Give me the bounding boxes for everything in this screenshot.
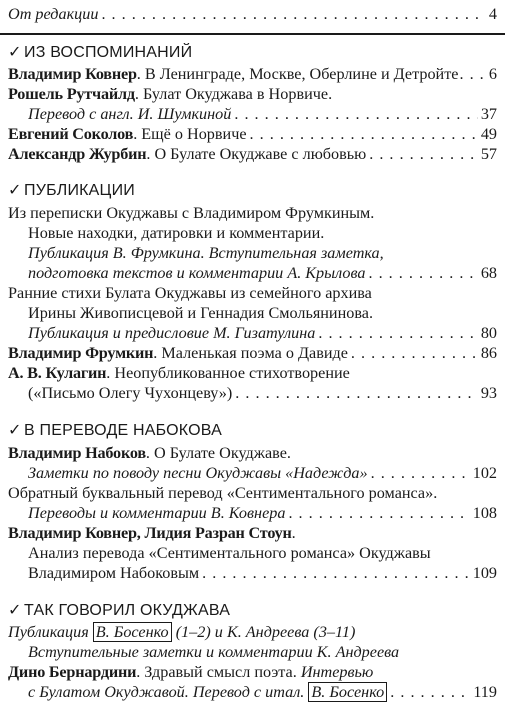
entry-title: . Здравый смысл поэта. xyxy=(136,663,301,681)
page-number: 37 xyxy=(480,105,497,123)
boxed-name: В. Босенко xyxy=(308,682,387,702)
page-number: 108 xyxy=(472,504,497,522)
dot-leader xyxy=(371,463,470,484)
page-number: 80 xyxy=(480,324,497,342)
dot-leader xyxy=(459,64,487,85)
entry-note: Переводы и комментарии В. Ковнера . . . 108 xyxy=(28,503,497,524)
toc-entry[interactable]: Дино Бернардини. Здравый смысл поэта. Интервью xyxy=(8,663,374,681)
toc-entry-note xyxy=(28,104,497,125)
dot-leader xyxy=(235,383,478,404)
author: Владимир Фрумкин xyxy=(8,344,154,362)
entry-subtitle: Ирины Живописцевой и Геннадия Смольянинова. xyxy=(28,304,374,322)
section-title: В ПЕРЕВОДЕ НАБОКОВА xyxy=(24,422,223,439)
author: Александр Журбин xyxy=(8,145,147,163)
toc-entry[interactable] xyxy=(8,84,497,105)
page-number: 119 xyxy=(473,683,497,701)
author: Владимир Ковнер xyxy=(8,65,137,83)
section-heading-memoirs xyxy=(8,43,497,64)
entry-note: Заметки по поводу песни Окуджавы «Надежда» . . . 102 xyxy=(28,463,497,484)
publication-note: подготовка текстов и комментарии А. Крылова . . . 68 xyxy=(28,263,497,284)
page-number: 6 xyxy=(488,65,497,83)
dot-leader xyxy=(234,104,477,125)
section-title: ТАК ГОВОРИЛ ОКУДЖАВА xyxy=(24,602,231,619)
toc-entry[interactable] xyxy=(8,203,497,224)
entry-title: От редакции xyxy=(8,5,99,23)
page-number: 109 xyxy=(472,564,497,582)
section-heading-publications xyxy=(8,181,497,202)
boxed-name: В. Босенко xyxy=(93,622,172,642)
dot-leader xyxy=(351,343,478,364)
section-heading-nabokov xyxy=(8,421,497,442)
author: Рошель Рутчайлд xyxy=(8,85,135,103)
dot-leader xyxy=(318,323,477,344)
toc-entry[interactable] xyxy=(8,283,497,304)
author: А. В. Кулагин xyxy=(8,364,107,382)
author: Дино Бернардини xyxy=(8,663,137,681)
entry-title: Из переписки Окуджавы с Владимиром Фрумкиным. xyxy=(8,204,375,222)
page-number: 102 xyxy=(472,464,497,482)
publication-note: Публикация В. Босенко (1–2) и К. Андреева (3–11) xyxy=(8,623,356,641)
entry-title: Ранние стихи Булата Окуджавы из семейного архива xyxy=(8,284,372,302)
page-number: 57 xyxy=(480,145,497,163)
dot-leader xyxy=(101,4,485,25)
toc-entry[interactable] xyxy=(8,523,497,544)
page-number: 4 xyxy=(488,5,497,23)
check-icon: ✓ xyxy=(8,602,22,619)
author: Евгений Соколов xyxy=(8,125,134,143)
dot-leader xyxy=(250,124,478,145)
toc-entry[interactable] xyxy=(8,343,497,364)
entry-title: . В Ленинграде, Москве, Оберлине и Детройте xyxy=(136,65,459,83)
publication-note: Публикация и предисловие М. Гизатулина . . . 80 xyxy=(28,323,497,344)
divider xyxy=(0,33,505,35)
entry-title: . Неопубликованное стихотворение xyxy=(106,364,350,382)
check-icon: ✓ xyxy=(8,182,22,199)
entry-subtitle: Владимиром Набоковым . . . 109 xyxy=(28,563,497,584)
dot-leader xyxy=(288,503,469,524)
entry-title: . Ещё о Норвиче xyxy=(133,125,247,143)
toc-entry[interactable] xyxy=(8,443,497,464)
author: Владимир Набоков xyxy=(8,444,146,462)
toc-entry[interactable] xyxy=(8,144,497,165)
entry-subtitle: Новые находки, датировки и комментарии. xyxy=(28,224,325,242)
toc-entry-editorial[interactable] xyxy=(8,4,497,25)
publication-note: Вступительные заметки и комментарии К. Андреева xyxy=(28,643,400,661)
entry-note: с Булатом Окуджавой. Перевод с итал. В. Босенко . . . 119 xyxy=(28,682,497,703)
entry-title: Обратный буквальный перевод «Сентиментального романса». xyxy=(8,484,438,502)
section-title: ИЗ ВОСПОМИНАНИЙ xyxy=(24,44,193,61)
toc-entry[interactable] xyxy=(8,363,497,384)
page-number: 49 xyxy=(480,125,497,143)
toc-entry[interactable] xyxy=(8,124,497,145)
page-number: 68 xyxy=(480,264,497,282)
author: Владимир Ковнер, Лидия Разран Стоун xyxy=(8,524,292,542)
section-title: ПУБЛИКАЦИИ xyxy=(24,182,135,199)
entry-subtitle: («Письмо Олегу Чухонцеву») . . . 93 xyxy=(28,383,497,404)
entry-title: . Маленькая поэма о Давиде xyxy=(153,344,348,362)
check-icon: ✓ xyxy=(8,44,22,61)
section-heading-okudzhava-said xyxy=(8,601,497,622)
entry-subtitle: Анализ перевода «Сентиментального романса» Окуджавы xyxy=(28,544,431,562)
dot-leader xyxy=(368,263,477,284)
check-icon: ✓ xyxy=(8,422,22,439)
page-number: 86 xyxy=(480,344,497,362)
dot-leader xyxy=(202,563,470,584)
dot-leader xyxy=(369,144,478,165)
publication-note: Публикация В. Фрумкина. Вступительная заметка, xyxy=(28,244,384,262)
toc-entry[interactable] xyxy=(8,483,497,504)
entry-title: . О Булате Окуджаве с любовью xyxy=(146,145,367,163)
toc-entry[interactable] xyxy=(8,64,497,85)
page-number: 93 xyxy=(480,384,497,402)
translator-note: Перевод с англ. И. Шумкиной xyxy=(28,105,232,123)
entry-title: . Булат Окуджава в Норвиче. xyxy=(134,85,333,103)
entry-title: . О Булате Окуджаве. xyxy=(145,444,291,462)
entry-title: . xyxy=(291,524,296,542)
